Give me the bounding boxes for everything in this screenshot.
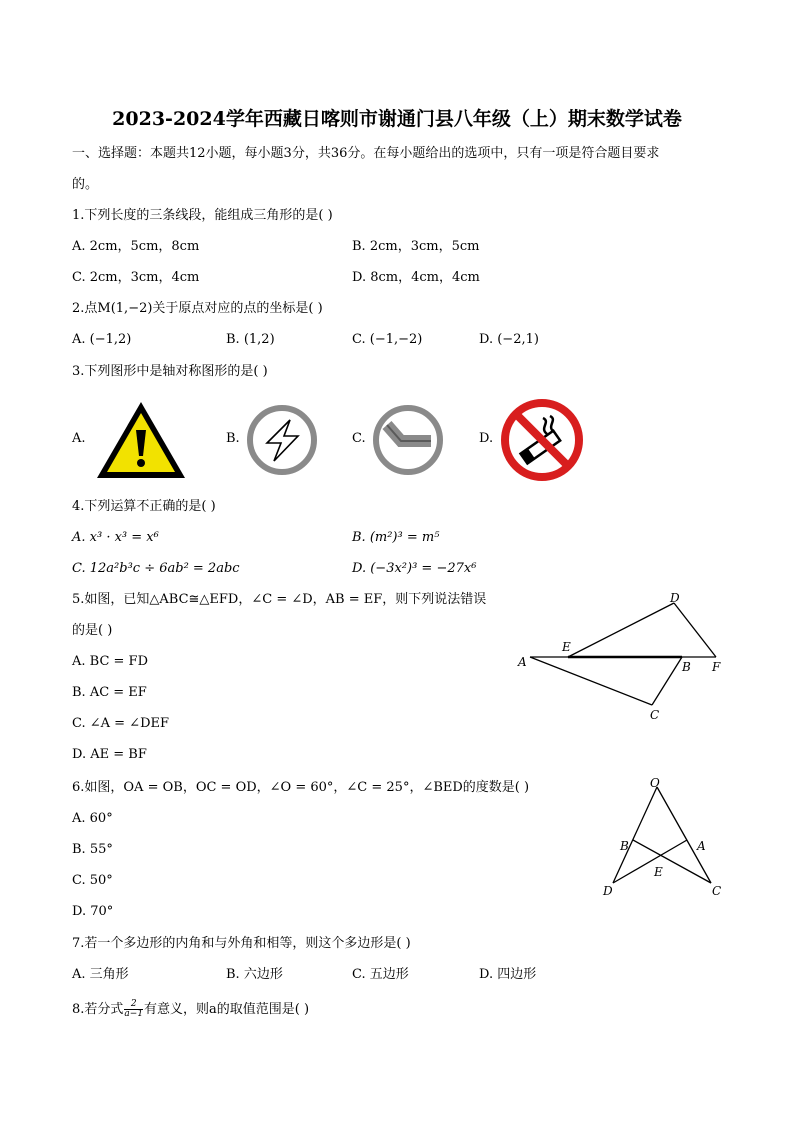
question-5-stem: 5.如图，已知△ABC≅△EFD，∠C = ∠D，AB = EF，则下列说法错误 [72,592,487,607]
fig5-label-a: A [518,655,527,669]
q5-option-b[interactable]: B. AC = EF [72,685,147,700]
question-4-stem: 4.下列运算不正确的是( ) [72,499,216,514]
bent-pipe-circle-icon [371,403,445,477]
q2-option-b[interactable]: B. (1,2) [226,332,275,347]
section-heading-cont: 的。 [72,177,99,192]
q2-option-c[interactable]: C. (−1,−2) [352,332,423,347]
question-3-stem: 3.下列图形中是轴对称图形的是( ) [72,364,268,379]
q3-option-c[interactable]: C. [352,431,366,446]
fig5-label-c: C [650,708,660,722]
fig6-label-e: E [654,865,663,879]
q6-option-d[interactable]: D. 70° [72,904,114,919]
q5-option-a[interactable]: A. BC = FD [72,654,148,669]
q1-option-b[interactable]: B. 2cm，3cm，5cm [352,239,480,254]
q4-option-d[interactable]: D. (−3x²)³ = −27x⁶ [352,561,477,576]
q5-option-d[interactable]: D. AE = BF [72,747,147,762]
q8-fraction-num: 2 [130,999,137,1009]
question-2-stem: 2.点M(1,−2)关于原点对应的点的坐标是( ) [72,301,323,316]
q7-option-b[interactable]: B. 六边形 [226,967,283,982]
q8-stem-pre: 8.若分式 [72,1002,124,1017]
fig6-label-c: C [712,884,722,898]
question-1-stem: 1.下列长度的三条线段，能组成三角形的是( ) [72,208,333,223]
question-6-stem: 6.如图，OA = OB，OC = OD，∠O = 60°，∠C = 25°，∠BED的度数是( ) [72,780,530,795]
q4-option-c[interactable]: C. 12a²b³c ÷ 6ab² = 2abc [72,561,240,576]
q7-option-d[interactable]: D. 四边形 [479,967,537,982]
question-7-stem: 7.若一个多边形的内角和与外角和相等，则这个多边形是( ) [72,936,411,951]
q7-option-c[interactable]: C. 五边形 [352,967,409,982]
q1-option-d[interactable]: D. 8cm，4cm，4cm [352,270,480,285]
q8-fraction-den: a−1 [124,1009,144,1019]
q1-option-c[interactable]: C. 2cm，3cm，4cm [72,270,200,285]
lightning-circle-icon [245,403,319,477]
fig6-label-d: D [603,884,613,898]
q3-option-a[interactable]: A. [72,431,86,446]
section-heading: 一、选择题：本题共12小题，每小题3分，共36分。在每小题给出的选项中，只有一项是符合题目要求 [72,146,660,161]
page-title: 2023-2024学年西藏日喀则市谢通门县八年级（上）期末数学试卷 [112,108,682,130]
fig6-label-b: B [620,839,629,853]
q6-option-a[interactable]: A. 60° [72,811,113,826]
question-8-stem [72,1000,309,1019]
fig5-label-d: D [670,591,680,605]
q3-option-d[interactable]: D. [479,431,494,446]
q6-option-c[interactable]: C. 50° [72,873,113,888]
q8-fraction [124,1000,143,1019]
q4-option-a[interactable]: A. x³ · x³ = x⁶ [72,530,159,545]
fig5-label-b: B [682,660,691,674]
no-smoking-icon [500,398,584,482]
warning-sign-icon [95,400,187,480]
q2-option-a[interactable]: A. (−1,2) [72,332,132,347]
q6-option-b[interactable]: B. 55° [72,842,113,857]
fig5-label-e: E [562,640,571,654]
q3-option-b[interactable]: B. [226,431,240,446]
fig6-label-a: A [697,839,706,853]
q5-option-c[interactable]: C. ∠A = ∠DEF [72,716,170,731]
q4-option-b[interactable]: B. (m²)³ = m⁵ [352,530,440,545]
q2-option-d[interactable]: D. (−2,1) [479,332,539,347]
fig5-label-f: F [712,660,721,674]
figure-q6 [595,775,730,905]
q8-stem-post: 有意义，则a的取值范围是( ) [144,1002,310,1017]
q7-option-a[interactable]: A. 三角形 [72,967,129,982]
figure-q5 [510,585,730,725]
fig6-label-o: O [650,776,660,790]
question-5-stem-cont: 的是( ) [72,623,113,638]
q1-option-a[interactable]: A. 2cm，5cm，8cm [72,239,200,254]
